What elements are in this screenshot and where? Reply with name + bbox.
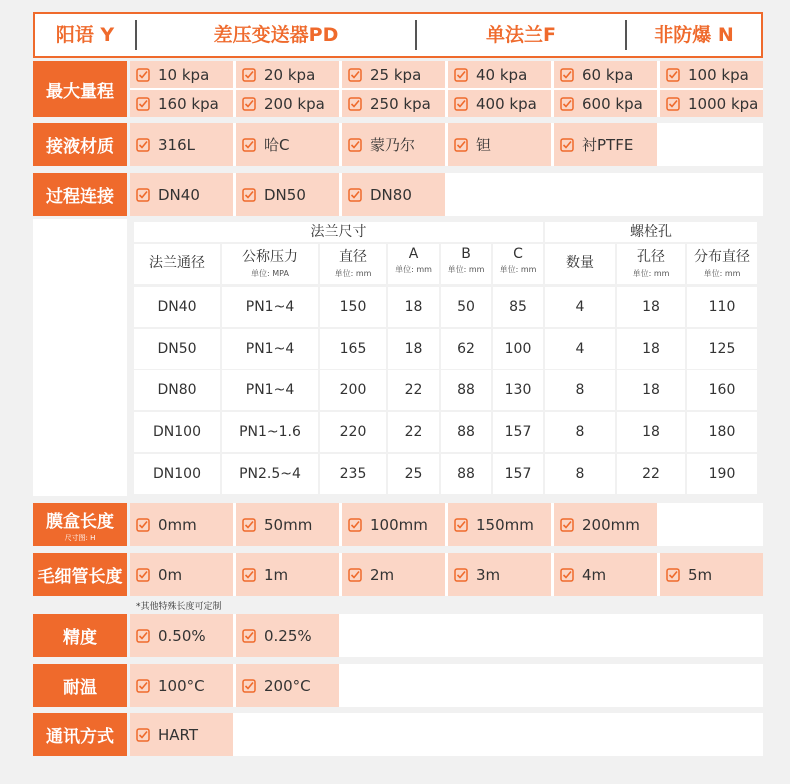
table-cell: 157 [493,412,543,452]
table-cell: 18 [617,329,685,369]
table-cell: 4 [545,329,615,369]
table-left-blank [33,219,127,496]
table-group-bolt: 螺栓孔 [545,222,757,242]
diaphragm-option-label: 100mm [370,515,428,534]
accuracy-option-label: 0.50% [158,626,206,645]
capillary-option[interactable] [448,553,551,596]
table-cell: 18 [388,329,439,369]
table-col-header [388,244,439,284]
checkbox-checked-icon [348,68,362,82]
table-cell: 165 [320,329,386,369]
range-option-label: 10 kpa [158,65,210,84]
process-option-label: DN40 [158,185,200,204]
material-option-label: 316L [158,135,195,154]
table-col-unit: 单位: MPA [251,269,289,278]
table-cell: 157 [493,454,543,494]
comm-option[interactable] [130,713,233,756]
process-option[interactable] [342,173,445,216]
checkbox-checked-icon [454,68,468,82]
table-col-header [687,244,757,284]
checkbox-checked-icon [242,97,256,111]
table-col-header-label: 直径 [339,249,367,265]
capillary-option[interactable] [130,553,233,596]
capillary-label [33,553,127,596]
material-label-text: 接液材质 [46,137,114,157]
table-cell: 180 [687,412,757,452]
checkbox-checked-icon [560,568,574,582]
table-cell: 62 [441,329,491,369]
temperature-options [130,664,763,707]
checkbox-checked-icon [348,518,362,532]
table-cell: PN2.5~4 [222,454,318,494]
table-cell: 18 [617,412,685,452]
checkbox-checked-icon [242,679,256,693]
capillary-option[interactable] [236,553,339,596]
table-cell: 88 [441,454,491,494]
header-bar [33,12,763,58]
table-col-header-label: 法兰通径 [149,255,205,271]
table-cell: 125 [687,329,757,369]
process-label-text: 过程连接 [46,187,114,207]
temperature-option-label: 100°C [158,676,205,695]
diaphragm-option[interactable] [448,503,551,546]
range-option-label: 20 kpa [264,65,316,84]
accuracy-options [130,614,763,657]
table-col-unit: 单位: mm [703,269,741,278]
checkbox-checked-icon [454,138,468,152]
accuracy-label [33,614,127,657]
table-group-flange: 法兰尺寸 [134,222,543,242]
table-col-header-label: 数量 [566,255,594,271]
table-col-header [320,244,386,284]
table-cell: 50 [441,287,491,327]
table-cell: DN100 [134,412,220,452]
table-col-header-label: 孔径 [637,249,665,265]
table-col-header [493,244,543,284]
table-cell: 130 [493,370,543,410]
capillary-option-label: 0m [158,565,183,584]
capillary-option-label: 3m [476,565,501,584]
header-flange: 单法兰F [486,24,556,46]
table-cell: 100 [493,329,543,369]
range-option[interactable] [236,61,339,88]
range-option-label: 250 kpa [370,94,431,113]
material-option-label: 哈C [264,136,290,154]
range-option-label: 60 kpa [582,65,634,84]
table-cell: 160 [687,370,757,410]
range-option-label: 1000 kpa [688,94,759,113]
range-option[interactable] [342,90,445,117]
checkbox-checked-icon [454,97,468,111]
checkbox-checked-icon [242,518,256,532]
table-cell: 220 [320,412,386,452]
table-cell: PN1~4 [222,287,318,327]
diaphragm-label [33,503,127,546]
table-col-header-label: B [461,246,471,262]
checkbox-checked-icon [136,188,150,202]
capillary-option-label: 2m [370,565,395,584]
table-cell: 190 [687,454,757,494]
material-options [130,123,763,166]
diaphragm-option[interactable] [554,503,657,546]
capillary-option-label: 5m [688,565,713,584]
checkbox-checked-icon [560,138,574,152]
checkbox-checked-icon [666,568,680,582]
header-explosion: 非防爆 N [654,24,734,46]
temperature-option[interactable] [130,664,233,707]
temperature-option-label: 200°C [264,676,311,695]
diaphragm-option-label: 50mm [264,515,313,534]
header-type: 差压变送器PD [213,24,339,46]
table-cell: DN80 [134,370,220,410]
range-option-label: 25 kpa [370,65,422,84]
range-option[interactable] [448,61,551,88]
temperature-label [33,664,127,707]
table-cell: 8 [545,370,615,410]
table-cell: PN1~4 [222,370,318,410]
process-option-label: DN50 [264,185,306,204]
range-option[interactable] [660,90,763,117]
range-option-label: 200 kpa [264,94,325,113]
table-col-header [134,244,220,284]
table-col-header-label: C [513,246,523,262]
table-cell: 18 [617,370,685,410]
table-cell: 18 [617,287,685,327]
range-option[interactable] [660,61,763,88]
checkbox-checked-icon [454,568,468,582]
table-cell: 4 [545,287,615,327]
table-cell: PN1~1.6 [222,412,318,452]
checkbox-checked-icon [136,679,150,693]
flange-table [130,219,763,496]
table-cell: 85 [493,287,543,327]
table-cell: PN1~4 [222,329,318,369]
range-label [33,61,127,117]
checkbox-checked-icon [242,629,256,643]
comm-options [130,713,763,756]
accuracy-option[interactable] [236,614,339,657]
material-option-label: 衬PTFE [582,136,634,154]
capillary-label-text: 毛细管长度 [37,567,123,587]
range-option-label: 100 kpa [688,65,749,84]
table-cell: DN40 [134,287,220,327]
material-option[interactable] [236,123,339,166]
table-cell: 18 [388,287,439,327]
accuracy-label-text: 精度 [63,628,97,648]
checkbox-checked-icon [136,728,150,742]
checkbox-checked-icon [136,97,150,111]
table-cell: 110 [687,287,757,327]
material-option-label: 钽 [476,136,492,154]
table-cell: 8 [545,412,615,452]
table-cell: 150 [320,287,386,327]
process-option-label: DN80 [370,185,412,204]
table-cell: 88 [441,370,491,410]
table-col-header-label: 分布直径 [694,249,750,265]
process-options [130,173,763,216]
table-cell: 22 [617,454,685,494]
accuracy-option-label: 0.25% [264,626,312,645]
table-col-unit: 单位: mm [395,265,432,274]
capillary-option-label: 1m [264,565,289,584]
checkbox-checked-icon [136,568,150,582]
capillary-option[interactable] [342,553,445,596]
range-option[interactable] [554,61,657,88]
checkbox-checked-icon [136,518,150,532]
material-option[interactable] [554,123,657,166]
checkbox-checked-icon [348,97,362,111]
range-option[interactable] [130,61,233,88]
temperature-label-text: 耐温 [63,678,97,698]
checkbox-checked-icon [136,138,150,152]
table-cell: 25 [388,454,439,494]
capillary-option-label: 4m [582,565,607,584]
table-col-header-label: 公称压力 [242,249,298,265]
table-cell: 22 [388,370,439,410]
checkbox-checked-icon [348,188,362,202]
checkbox-checked-icon [242,188,256,202]
table-col-unit: 单位: mm [632,269,670,278]
checkbox-checked-icon [666,68,680,82]
checkbox-checked-icon [136,68,150,82]
diaphragm-option[interactable] [342,503,445,546]
material-option[interactable] [342,123,445,166]
table-cell: 8 [545,454,615,494]
checkbox-checked-icon [666,97,680,111]
table-cell: DN100 [134,454,220,494]
range-options [130,61,763,117]
diaphragm-option-label: 200mm [582,515,640,534]
checkbox-checked-icon [242,68,256,82]
table-col-header [222,244,318,284]
checkbox-checked-icon [348,568,362,582]
table-col-unit: 单位: mm [447,265,485,274]
table-cell: 88 [441,412,491,452]
temperature-option[interactable] [236,664,339,707]
checkbox-checked-icon [242,138,256,152]
range-option[interactable] [236,90,339,117]
checkbox-checked-icon [560,68,574,82]
process-option[interactable] [130,173,233,216]
range-label-text: 最大量程 [46,81,114,102]
range-option[interactable] [342,61,445,88]
process-option[interactable] [236,173,339,216]
range-option[interactable] [448,90,551,117]
range-option-label: 400 kpa [476,94,537,113]
comm-option-label: HART [158,725,199,744]
capillary-option[interactable] [660,553,763,596]
material-label [33,123,127,166]
table-col-header-label: A [408,246,419,262]
range-option[interactable] [130,90,233,117]
diaphragm-option[interactable] [236,503,339,546]
checkbox-checked-icon [454,518,468,532]
table-cell: DN50 [134,329,220,369]
diaphragm-options [130,503,763,546]
table-col-unit: 单位: mm [334,269,372,278]
table-col-header [441,244,491,284]
range-option-label: 600 kpa [582,94,643,113]
checkbox-checked-icon [560,97,574,111]
accuracy-option[interactable] [130,614,233,657]
comm-label-text: 通讯方式 [46,727,114,747]
range-option[interactable] [554,90,657,117]
diaphragm-sub-label: 尺寸图: H [64,533,96,542]
process-label [33,173,127,216]
diaphragm-label-text: 膜盒长度 [46,511,114,532]
diaphragm-option-label: 150mm [476,515,534,534]
capillary-options [130,553,763,596]
comm-label [33,713,127,756]
checkbox-checked-icon [348,138,362,152]
header-series: 阳语 Y [55,24,115,46]
table-cell: 235 [320,454,386,494]
diaphragm-option-label: 0mm [158,515,197,534]
table-cell: 200 [320,370,386,410]
capillary-note: *其他特殊长度可定制 [136,602,222,612]
range-option-label: 40 kpa [476,65,528,84]
material-option-label: 蒙乃尔 [370,136,416,154]
table-col-header [545,244,615,284]
capillary-option[interactable] [554,553,657,596]
checkbox-checked-icon [242,568,256,582]
material-option[interactable] [130,123,233,166]
material-option[interactable] [448,123,551,166]
table-col-header [617,244,685,284]
table-col-unit: 单位: mm [499,265,537,274]
checkbox-checked-icon [136,629,150,643]
checkbox-checked-icon [560,518,574,532]
range-option-label: 160 kpa [158,94,219,113]
diaphragm-option[interactable] [130,503,233,546]
table-cell: 22 [388,412,439,452]
